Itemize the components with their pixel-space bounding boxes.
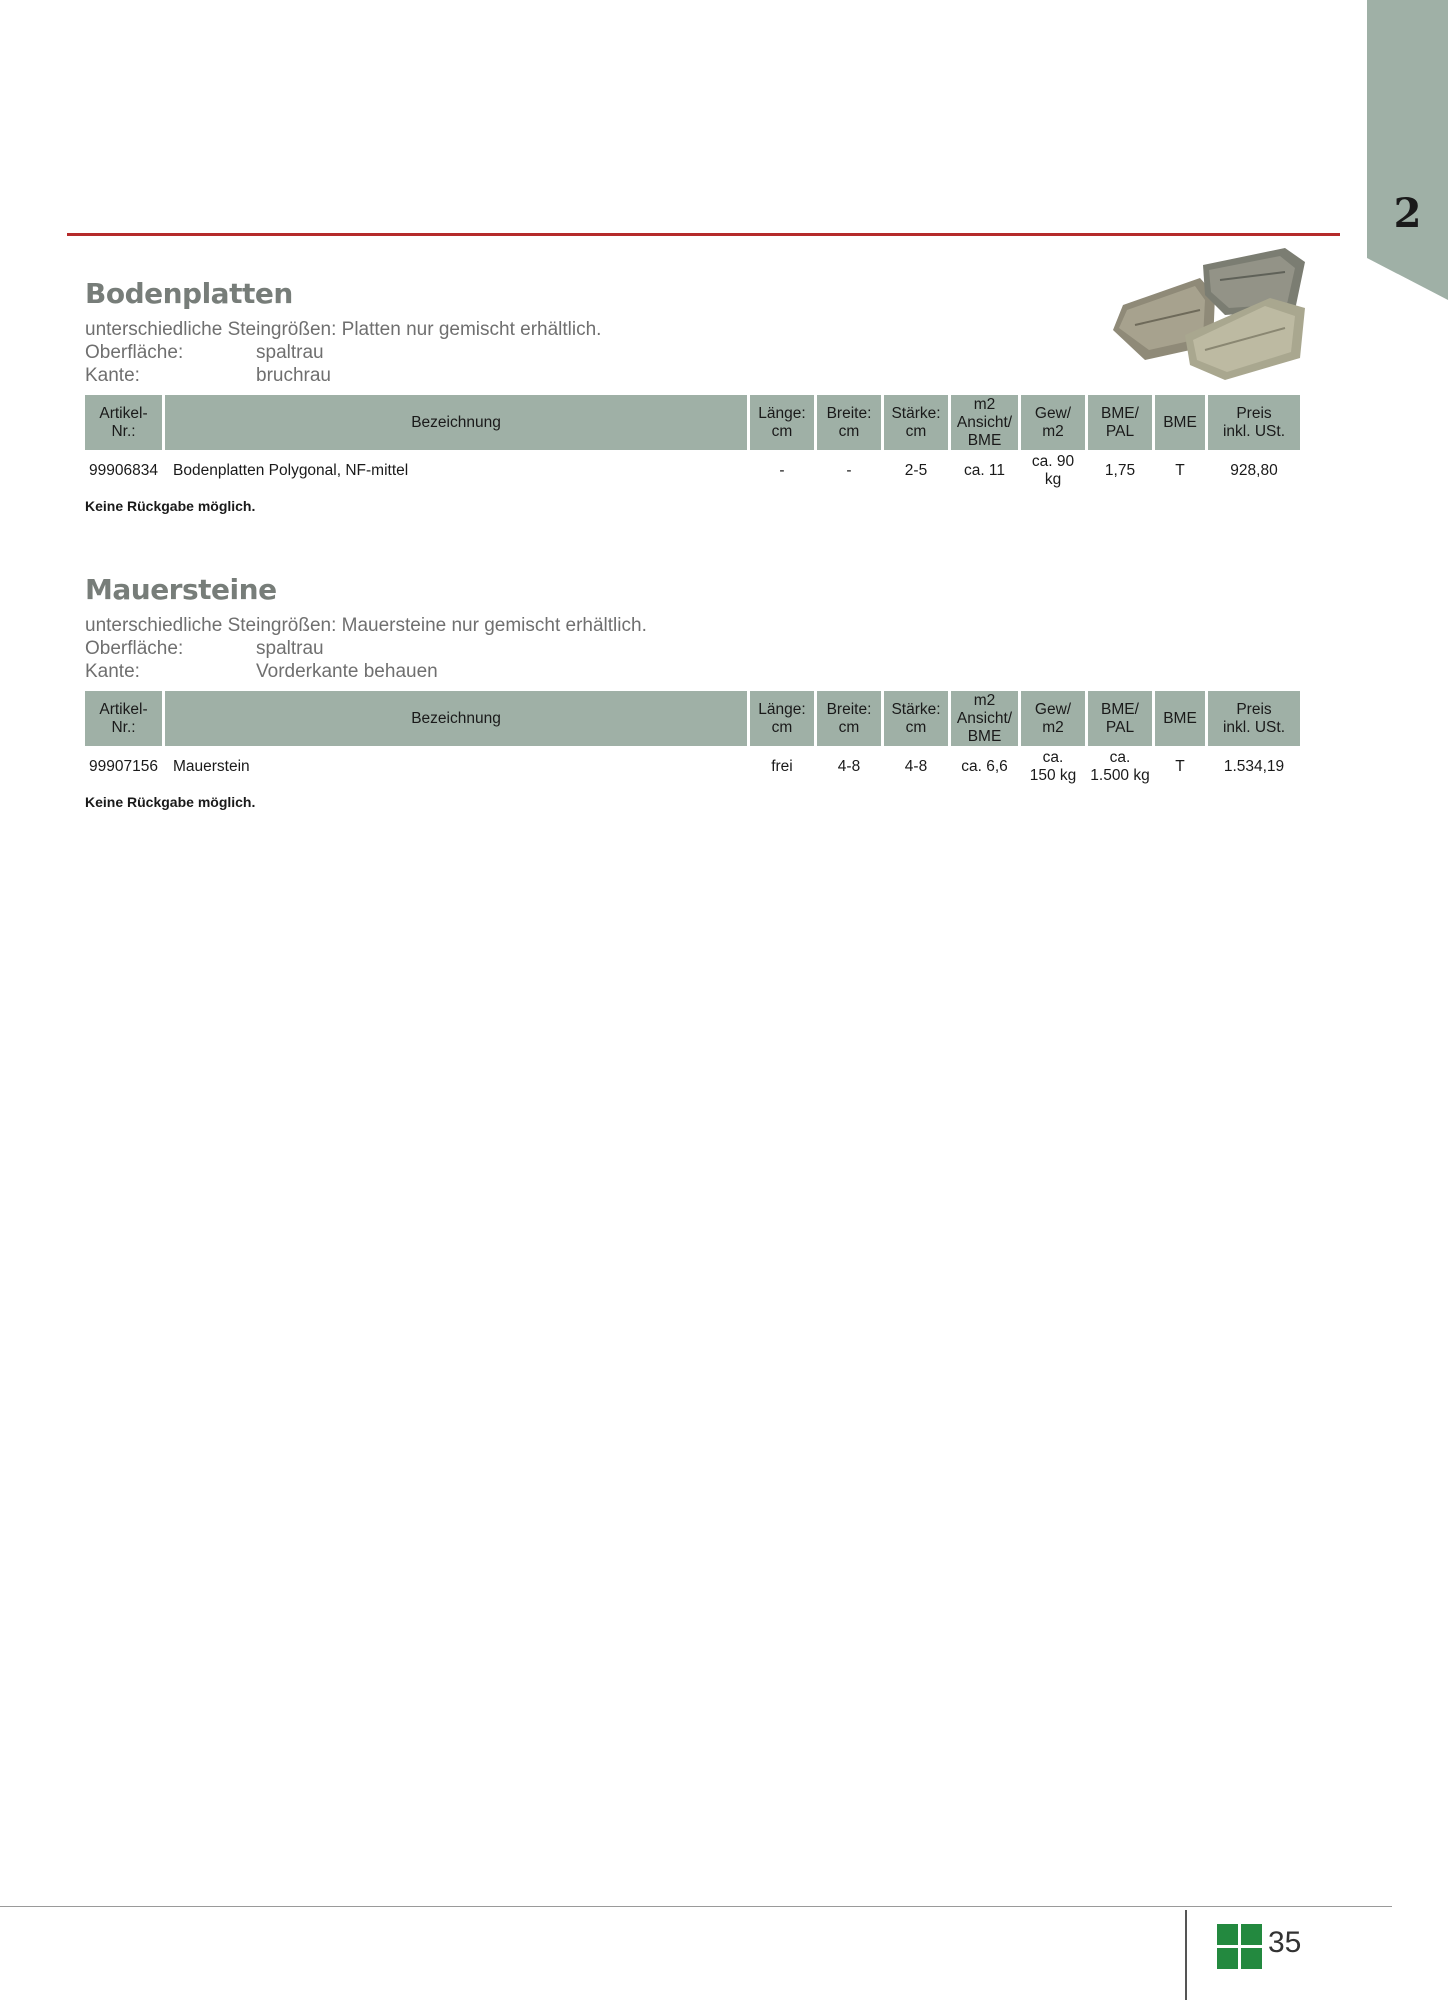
section-title: Mauersteine — [85, 573, 277, 606]
table-row — [85, 453, 1300, 489]
section-description — [85, 614, 1335, 683]
header-breite: Breite: cm — [817, 691, 881, 746]
section-title: Bodenplatten — [85, 277, 293, 310]
header-laenge: Länge: cm — [750, 691, 814, 746]
header-preis: Preis inkl. USt. — [1208, 691, 1300, 746]
footer-rule — [0, 1906, 1392, 1907]
header-bezeichnung: Bezeichnung — [165, 691, 747, 746]
cell-bezeichnung: Bodenplatten Polygonal, NF-mittel — [173, 462, 409, 479]
cell-breite: - — [846, 462, 852, 479]
header-laenge: Länge: cm — [750, 395, 814, 450]
chapter-tab — [1367, 0, 1448, 300]
table-header-row — [85, 395, 1300, 450]
surface-label: Oberfläche: — [85, 342, 184, 363]
cell-bme: T — [1175, 462, 1185, 479]
header-staerke: Stärke: cm — [884, 691, 948, 746]
section-mauersteine — [85, 572, 1335, 810]
cell-laenge: frei — [771, 758, 793, 775]
product-table — [82, 392, 1303, 492]
cell-gew: ca. 90 kg — [1031, 453, 1075, 488]
page-number: 35 — [1268, 1926, 1302, 1959]
header-gew: Gew/ m2 — [1021, 691, 1085, 746]
cell-m2: ca. 6,6 — [961, 758, 1008, 775]
cell-bme-pal: ca. 1.500 kg — [1090, 749, 1150, 784]
intro-text: unterschiedliche Steingrößen: Platten nur gemischt erhältlich. — [85, 319, 602, 340]
cell-m2: ca. 11 — [963, 462, 1006, 479]
header-m2: m2 Ansicht/ BME — [951, 691, 1018, 746]
header-bme-pal: BME/ PAL — [1088, 395, 1152, 450]
surface-label: Oberfläche: — [85, 638, 184, 659]
table-row — [85, 749, 1300, 785]
edge-value: bruchrau — [256, 365, 331, 386]
cell-bme: T — [1175, 758, 1185, 775]
cell-artikel: 99906834 — [89, 462, 158, 479]
intro-text: unterschiedliche Steingrößen: Mauersteine nur gemischt erhältlich. — [85, 615, 647, 636]
edge-label: Kante: — [85, 661, 140, 682]
table-header-row — [85, 691, 1300, 746]
header-preis: Preis inkl. USt. — [1208, 395, 1300, 450]
edge-row — [85, 364, 1335, 387]
cell-breite: 4-8 — [837, 758, 861, 775]
edge-row — [85, 660, 1335, 683]
header-bme: BME — [1155, 691, 1205, 746]
header-artikel: Artikel- Nr.: — [85, 395, 162, 450]
chapter-number: 2 — [1393, 190, 1422, 237]
logo-icon — [1217, 1924, 1262, 1969]
cell-laenge: - — [779, 462, 785, 479]
surface-value: spaltrau — [256, 638, 324, 659]
header-gew: Gew/ m2 — [1021, 395, 1085, 450]
cell-bezeichnung: Mauerstein — [173, 758, 250, 775]
cell-preis: 1.534,19 — [1223, 758, 1285, 775]
cell-preis: 928,80 — [1230, 462, 1278, 479]
surface-row — [85, 637, 1335, 660]
header-breite: Breite: cm — [817, 395, 881, 450]
section-bodenplatten — [85, 276, 1335, 514]
header-bme: BME — [1155, 395, 1205, 450]
return-note: Keine Rückgabe möglich. — [85, 498, 256, 514]
footer-divider — [1185, 1910, 1187, 2000]
header-m2: m2 Ansicht/ BME — [951, 395, 1018, 450]
header-artikel: Artikel- Nr.: — [85, 691, 162, 746]
cell-artikel: 99907156 — [89, 758, 158, 775]
cell-staerke: 2-5 — [904, 462, 928, 479]
return-note: Keine Rückgabe möglich. — [85, 794, 256, 810]
cell-bme-pal: 1,75 — [1104, 462, 1136, 479]
section-divider — [67, 233, 1340, 236]
section-description — [85, 318, 1335, 387]
cell-gew: ca. 150 kg — [1029, 749, 1077, 784]
edge-value: Vorderkante behauen — [256, 661, 438, 682]
edge-label: Kante: — [85, 365, 140, 386]
cell-staerke: 4-8 — [904, 758, 928, 775]
product-table — [82, 688, 1303, 788]
header-bezeichnung: Bezeichnung — [165, 395, 747, 450]
surface-row — [85, 341, 1335, 364]
surface-value: spaltrau — [256, 342, 324, 363]
header-staerke: Stärke: cm — [884, 395, 948, 450]
header-bme-pal: BME/ PAL — [1088, 691, 1152, 746]
